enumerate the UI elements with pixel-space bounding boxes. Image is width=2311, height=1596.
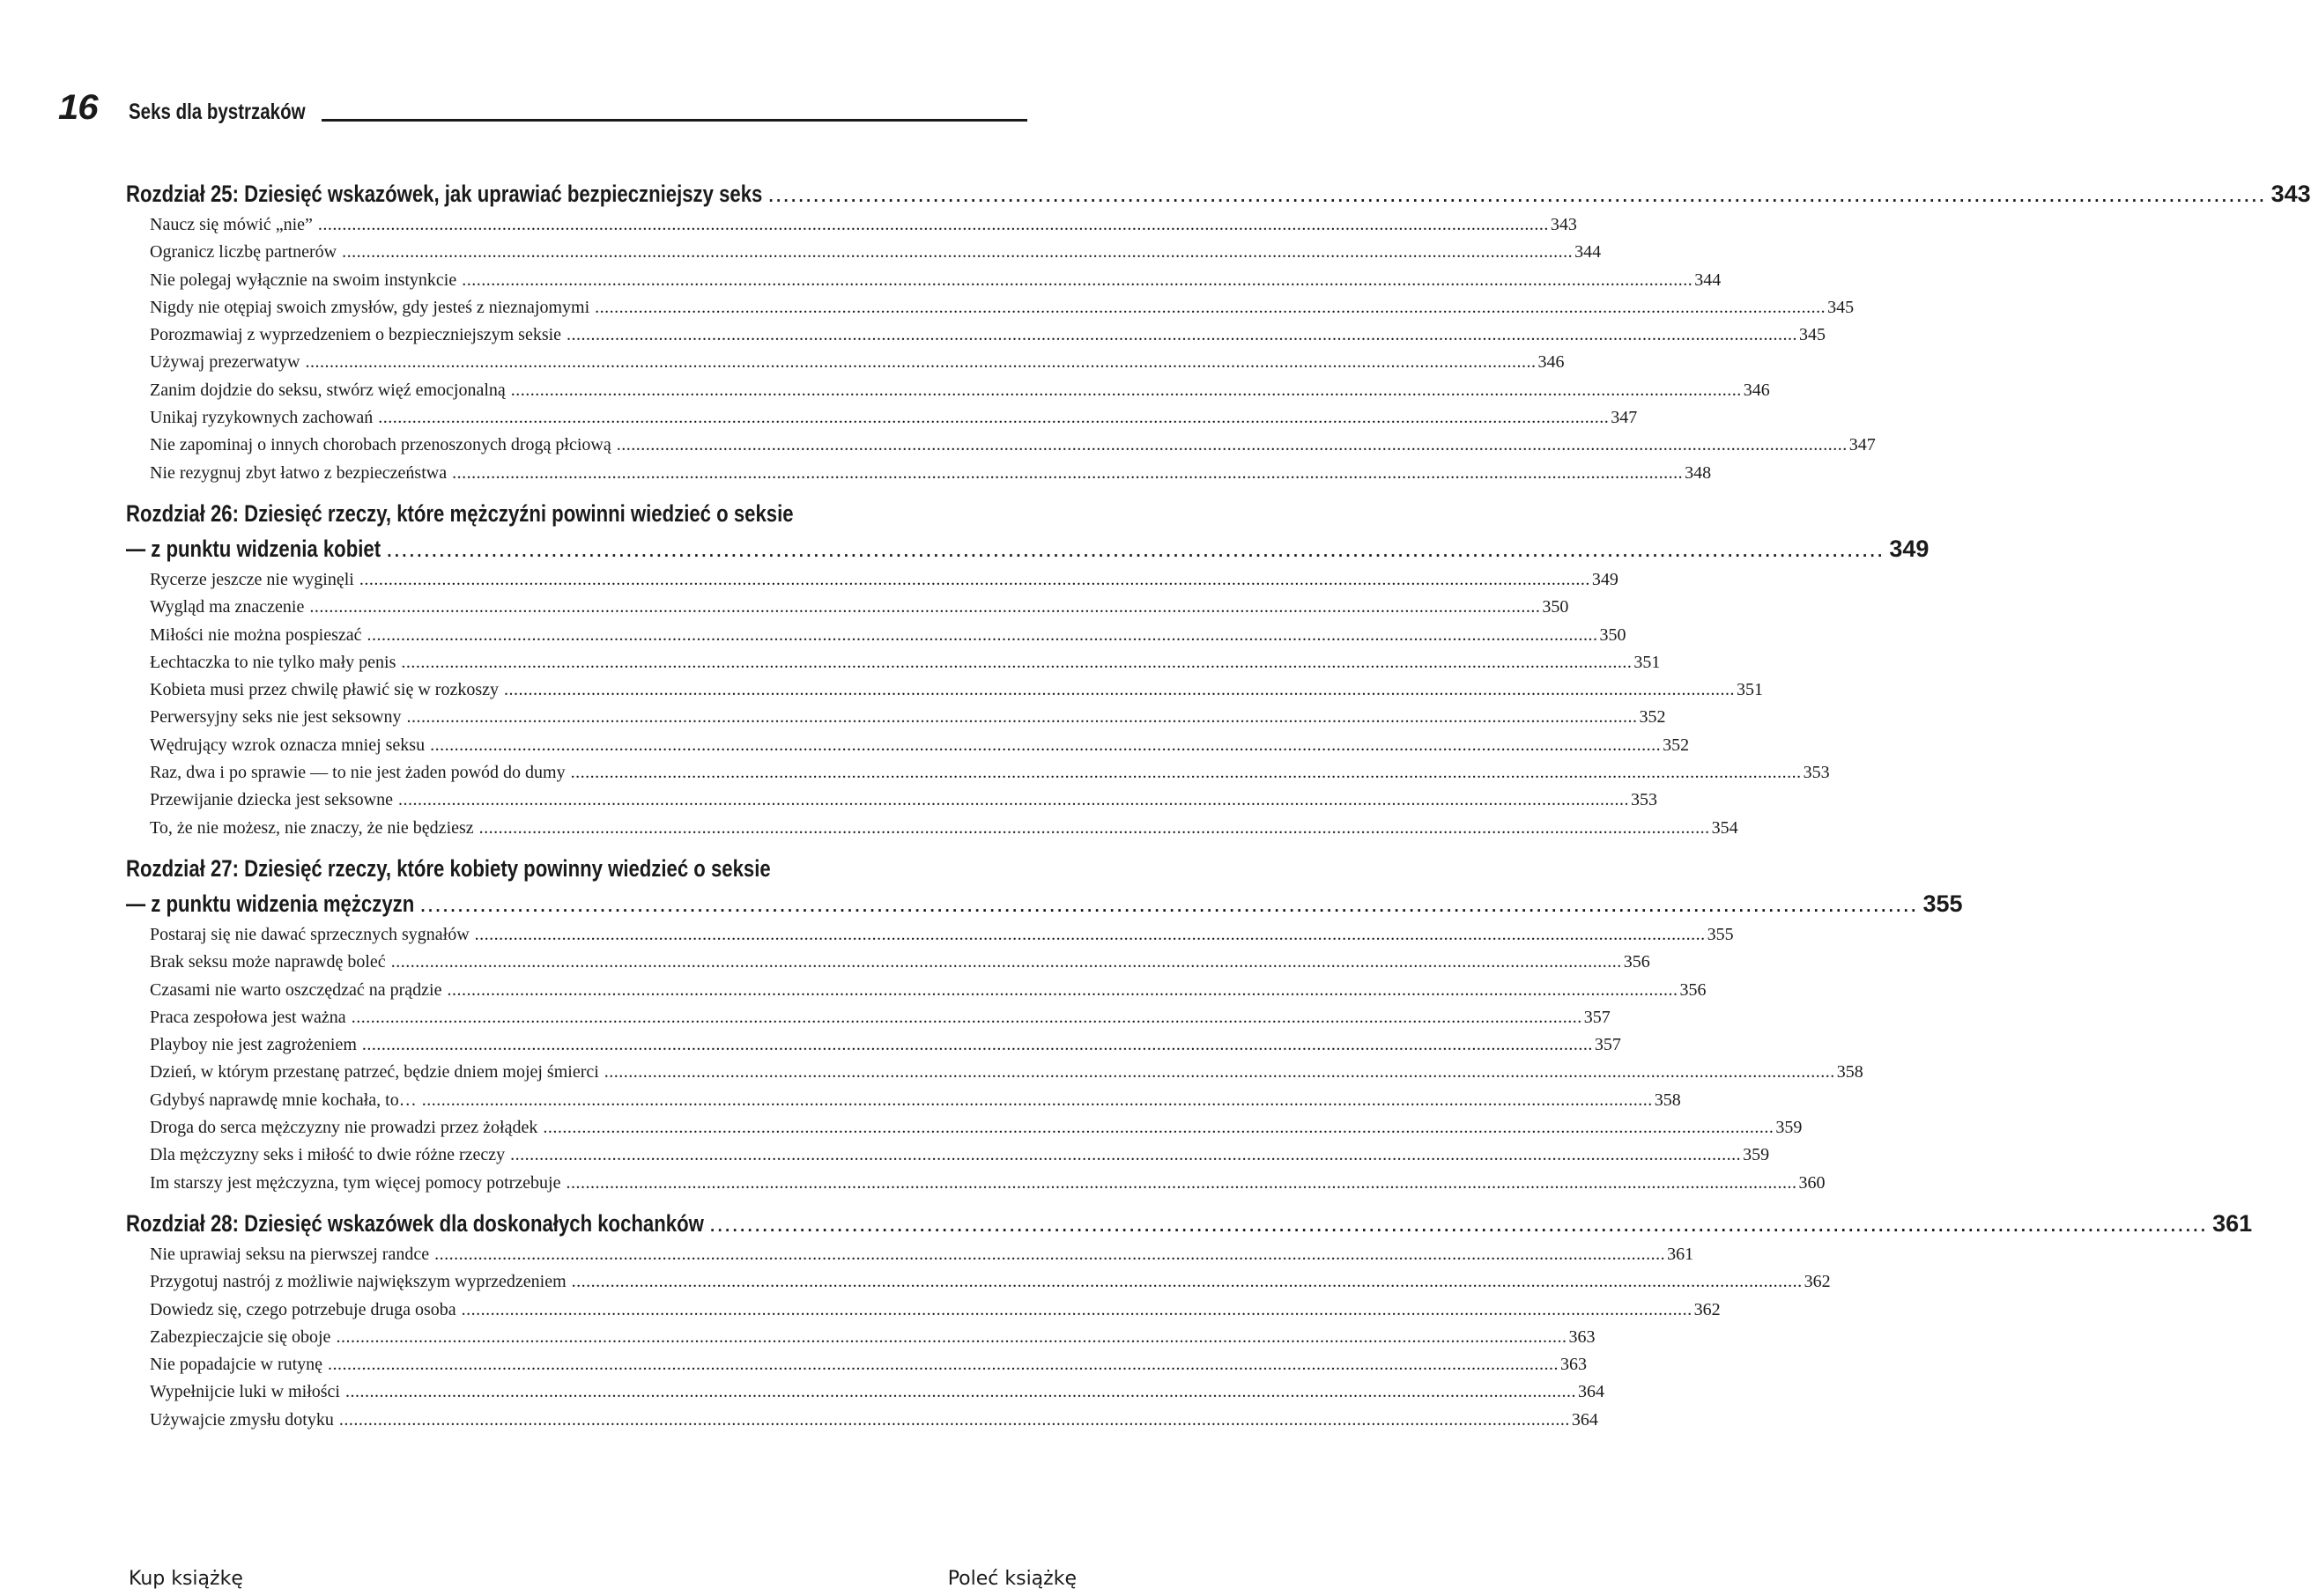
toc-entry[interactable] — [150, 977, 1707, 1004]
toc-entry[interactable] — [150, 622, 1626, 649]
entry-title: Czasami nie warto oszczędzać na prądzie — [150, 979, 442, 1000]
entry-page-number: 344 — [1694, 270, 1722, 290]
entry-page-number: 354 — [1711, 817, 1738, 838]
toc-entry[interactable] — [150, 1114, 1803, 1142]
entry-page-number: 347 — [1611, 408, 1638, 428]
dot-leader — [595, 294, 1826, 321]
entry-title: Rycerze jeszcze nie wyginęli — [150, 569, 354, 589]
chapter-title: Rozdział 27: Dziesięć rzeczy, które kobiety powinny wiedzieć o seksie — [126, 854, 771, 882]
buy-book-link[interactable]: Kup książkę — [129, 1568, 243, 1590]
footer — [0, 1568, 1180, 1596]
table-of-contents — [126, 176, 2311, 1443]
dot-leader — [367, 622, 1598, 649]
dot-leader — [572, 1268, 1803, 1296]
dot-leader — [407, 704, 1638, 731]
chapter-heading[interactable] — [126, 886, 1963, 921]
dot-leader — [391, 949, 1622, 976]
toc-entry[interactable] — [150, 1087, 1681, 1114]
entry-list — [126, 921, 1863, 1197]
toc-entry[interactable] — [150, 1142, 1770, 1169]
entry-page-number: 351 — [1633, 652, 1661, 672]
entry-page-number: 345 — [1827, 297, 1855, 317]
dot-leader — [378, 404, 1609, 432]
entry-page-number: 359 — [1775, 1118, 1803, 1138]
entry-list — [126, 1241, 1831, 1434]
dot-leader — [401, 649, 1632, 676]
entry-title: Nie uprawiaj seksu na pierwszej randce — [150, 1244, 430, 1264]
header-rule — [322, 119, 1027, 122]
dot-leader — [336, 1324, 1567, 1351]
entry-title: Nie zapominaj o innych chorobach przenoszonych drogą płciową — [150, 435, 611, 455]
entry-title: Zanim dojdzie do seksu, stwórz więź emocjonalną — [150, 380, 506, 400]
entry-title: Wypełnijcie luki w miłości — [150, 1382, 340, 1402]
dot-leader — [352, 1004, 1582, 1031]
toc-entry[interactable] — [150, 211, 1577, 239]
entry-title: Miłości nie można pospieszać — [150, 624, 362, 645]
entry-page-number: 364 — [1571, 1409, 1598, 1430]
entry-title: Nie rezygnuj zbyt łatwo z bezpieczeństwa — [150, 462, 448, 483]
dot-leader — [510, 1142, 1741, 1169]
dot-leader — [543, 1114, 1774, 1142]
dot-leader — [434, 1241, 1665, 1268]
toc-entry[interactable] — [150, 704, 1666, 731]
dot-leader — [452, 460, 1683, 487]
entry-page-number: 352 — [1663, 735, 1690, 755]
dot-leader — [345, 1378, 1576, 1406]
dot-leader — [318, 211, 1549, 239]
entry-title: Łechtaczka to nie tylko mały penis — [150, 652, 396, 672]
entry-page-number: 363 — [1560, 1355, 1588, 1375]
dot-leader — [305, 349, 1536, 376]
entry-title: Playboy nie jest zagrożeniem — [150, 1035, 357, 1055]
chapter-heading[interactable] — [126, 851, 1027, 886]
chapter-section — [126, 1206, 2253, 1434]
chapter-title: Rozdział 26: Dziesięć rzeczy, które mężczyźni powinni wiedzieć o seksie — [126, 499, 794, 527]
toc-entry[interactable] — [150, 321, 1826, 349]
chapter-heading[interactable] — [126, 496, 1027, 531]
entry-title: Dowiedz się, czego potrzebuje druga osoba — [150, 1299, 456, 1319]
entry-title: Unikaj ryzykownych zachowań — [150, 408, 374, 428]
entry-page-number: 346 — [1743, 380, 1770, 400]
dot-leader — [462, 1297, 1693, 1324]
entry-page-number: 356 — [1679, 979, 1707, 1000]
entry-title: Wygląd ma znaczenie — [150, 597, 305, 617]
toc-entry[interactable] — [150, 566, 1618, 594]
entry-page-number: 349 — [1591, 569, 1618, 589]
dot-leader — [419, 886, 1917, 921]
entry-page-number: 356 — [1623, 952, 1650, 972]
toc-entry[interactable] — [150, 1059, 1863, 1086]
entry-page-number: 358 — [1654, 1090, 1681, 1110]
dot-leader — [430, 732, 1661, 759]
chapter-section — [126, 176, 2311, 487]
entry-title: Perwersyjny seks nie jest seksowny — [150, 707, 402, 728]
toc-entry[interactable] — [150, 1407, 1598, 1434]
dot-leader — [475, 921, 1706, 949]
entry-title: Gdybyś naprawdę mnie kochała, to… — [150, 1090, 417, 1110]
toc-entry[interactable] — [150, 815, 1738, 842]
toc-entry[interactable] — [150, 676, 1763, 704]
dot-leader — [422, 1087, 1653, 1114]
dot-leader — [479, 815, 1710, 842]
chapter-heading[interactable] — [126, 1206, 2253, 1241]
toc-entry[interactable] — [150, 1031, 1621, 1059]
book-title: Seks dla bystrzaków — [129, 100, 306, 124]
dot-leader — [309, 594, 1540, 621]
entry-title: Zabezpieczajcie się oboje — [150, 1326, 331, 1347]
toc-entry[interactable] — [150, 594, 1569, 621]
toc-entry[interactable] — [150, 1324, 1596, 1351]
entry-page-number: 358 — [1836, 1062, 1863, 1082]
entry-page-number: 361 — [1667, 1244, 1694, 1264]
dot-leader — [339, 1407, 1570, 1434]
entry-page-number: 364 — [1577, 1382, 1604, 1402]
toc-entry[interactable] — [150, 921, 1734, 949]
entry-title: Używajcie zmysłu dotyku — [150, 1409, 334, 1430]
entry-page-number: 355 — [1707, 924, 1734, 944]
chapter-heading[interactable] — [126, 176, 2311, 211]
entry-page-number: 362 — [1804, 1272, 1831, 1292]
dot-leader — [342, 239, 1573, 266]
entry-list — [126, 211, 1876, 487]
dot-leader — [398, 787, 1629, 814]
dot-leader — [386, 531, 1884, 566]
toc-entry[interactable] — [150, 1004, 1611, 1031]
entry-title: Używaj prezerwatyw — [150, 352, 300, 373]
dot-leader — [447, 977, 1678, 1004]
toc-entry[interactable] — [150, 460, 1712, 487]
entry-title: Brak seksu może naprawdę boleć — [150, 952, 386, 972]
chapter-page-number: 361 — [2212, 1209, 2253, 1237]
entry-title: To, że nie możesz, nie znaczy, że nie będziesz — [150, 817, 474, 838]
dot-leader — [709, 1206, 2207, 1241]
chapter-title: — z punktu widzenia kobiet — [126, 535, 381, 562]
entry-page-number: 359 — [1743, 1145, 1770, 1165]
entry-title: Nie polegaj wyłącznie na swoim instynkcie — [150, 270, 457, 290]
dot-leader — [511, 377, 1742, 404]
entry-title: Porozmawiaj z wyprzedzeniem o bezpieczniejszym seksie — [150, 325, 562, 345]
chapter-section — [126, 496, 1930, 842]
toc-entry[interactable] — [150, 1378, 1604, 1406]
dot-leader — [617, 432, 1848, 459]
entry-title: Nigdy nie otępiaj swoich zmysłów, gdy jesteś z nieznajomymi — [150, 297, 590, 317]
entry-title: Im starszy jest mężczyzna, tym więcej pomocy potrzebuje — [150, 1172, 561, 1193]
chapter-heading[interactable] — [126, 531, 1930, 566]
entry-title: Dzień, w którym przestanę patrzeć, będzie dniem mojej śmierci — [150, 1062, 599, 1082]
toc-entry[interactable] — [150, 787, 1658, 814]
toc-entry[interactable] — [150, 349, 1565, 376]
entry-page-number: 363 — [1568, 1326, 1596, 1347]
chapter-page-number: 355 — [1922, 890, 1963, 917]
entry-title: Kobieta musi przez chwilę pławić się w rozkoszy — [150, 680, 499, 700]
toc-entry[interactable] — [150, 1297, 1721, 1324]
entry-page-number: 350 — [1599, 624, 1626, 645]
chapter-section — [126, 851, 1963, 1197]
entry-page-number: 360 — [1798, 1172, 1826, 1193]
chapter-page-number: 349 — [1889, 535, 1930, 562]
chapter-title: — z punktu widzenia mężczyzn — [126, 890, 415, 917]
entry-title: Postaraj się nie dawać sprzecznych sygnałów — [150, 924, 470, 944]
entry-page-number: 347 — [1848, 435, 1876, 455]
dot-leader — [504, 676, 1735, 704]
entry-title: Wędrujący wzrok oznacza mniej seksu — [150, 735, 426, 755]
dot-leader — [767, 176, 2265, 211]
entry-page-number: 353 — [1803, 763, 1830, 783]
entry-page-number: 344 — [1574, 242, 1602, 262]
entry-title: Przewijanie dziecka jest seksowne — [150, 790, 394, 810]
toc-entry[interactable] — [150, 1351, 1588, 1378]
dot-leader — [567, 321, 1797, 349]
entry-page-number: 351 — [1736, 680, 1763, 700]
toc-entry[interactable] — [150, 1170, 1826, 1197]
entry-title: Raz, dwa i po sprawie — to nie jest żaden powód do dumy — [150, 763, 566, 783]
toc-entry[interactable] — [150, 267, 1722, 294]
dot-leader — [462, 267, 1693, 294]
toc-entry[interactable] — [150, 1268, 1831, 1296]
toc-entry[interactable] — [150, 732, 1690, 759]
entry-title: Praca zespołowa jest ważna — [150, 1007, 346, 1027]
entry-page-number: 348 — [1685, 462, 1712, 483]
dot-leader — [571, 759, 1802, 787]
chapter-title: Rozdział 28: Dziesięć wskazówek dla doskonałych kochanków — [126, 1209, 704, 1237]
dot-leader — [566, 1170, 1796, 1197]
chapter-title: Rozdział 25: Dziesięć wskazówek, jak uprawiać bezpieczniejszy seks — [126, 181, 763, 207]
entry-page-number: 352 — [1639, 707, 1666, 728]
running-header — [58, 86, 1027, 125]
dot-leader — [604, 1059, 1835, 1086]
entry-title: Ogranicz liczbę partnerów — [150, 242, 337, 262]
entry-page-number: 357 — [1583, 1007, 1611, 1027]
dot-leader — [359, 566, 1590, 594]
entry-page-number: 362 — [1693, 1299, 1721, 1319]
entry-page-number: 346 — [1537, 352, 1565, 373]
entry-page-number: 345 — [1799, 325, 1826, 345]
toc-entry[interactable] — [150, 404, 1638, 432]
toc-entry[interactable] — [150, 377, 1770, 404]
entry-page-number: 343 — [1550, 215, 1577, 234]
entry-page-number: 357 — [1594, 1035, 1621, 1055]
toc-entry[interactable] — [150, 949, 1650, 976]
toc-entry[interactable] — [150, 432, 1876, 459]
toc-entry[interactable] — [150, 1241, 1694, 1268]
entry-title: Droga do serca mężczyzny nie prowadzi przez żołądek — [150, 1118, 538, 1138]
recommend-book-link[interactable]: Poleć książkę — [947, 1568, 1077, 1590]
toc-entry[interactable] — [150, 759, 1830, 787]
toc-entry[interactable] — [150, 239, 1602, 266]
entry-title: Dla mężczyzny seks i miłość to dwie różne rzeczy — [150, 1145, 506, 1165]
dot-leader — [362, 1031, 1593, 1059]
entry-title: Nie popadajcie w rutynę — [150, 1355, 323, 1375]
entry-title: Przygotuj nastrój z możliwie największym wyprzedzeniem — [150, 1272, 567, 1292]
dot-leader — [328, 1351, 1559, 1378]
toc-entry[interactable] — [150, 294, 1855, 321]
toc-entry[interactable] — [150, 649, 1661, 676]
entry-title: Naucz się mówić „nie” — [150, 215, 313, 234]
entry-page-number: 353 — [1631, 790, 1658, 810]
chapter-page-number: 343 — [2270, 181, 2311, 207]
page-number: 16 — [58, 88, 98, 127]
entry-page-number: 350 — [1542, 597, 1569, 617]
entry-list — [126, 566, 1830, 842]
